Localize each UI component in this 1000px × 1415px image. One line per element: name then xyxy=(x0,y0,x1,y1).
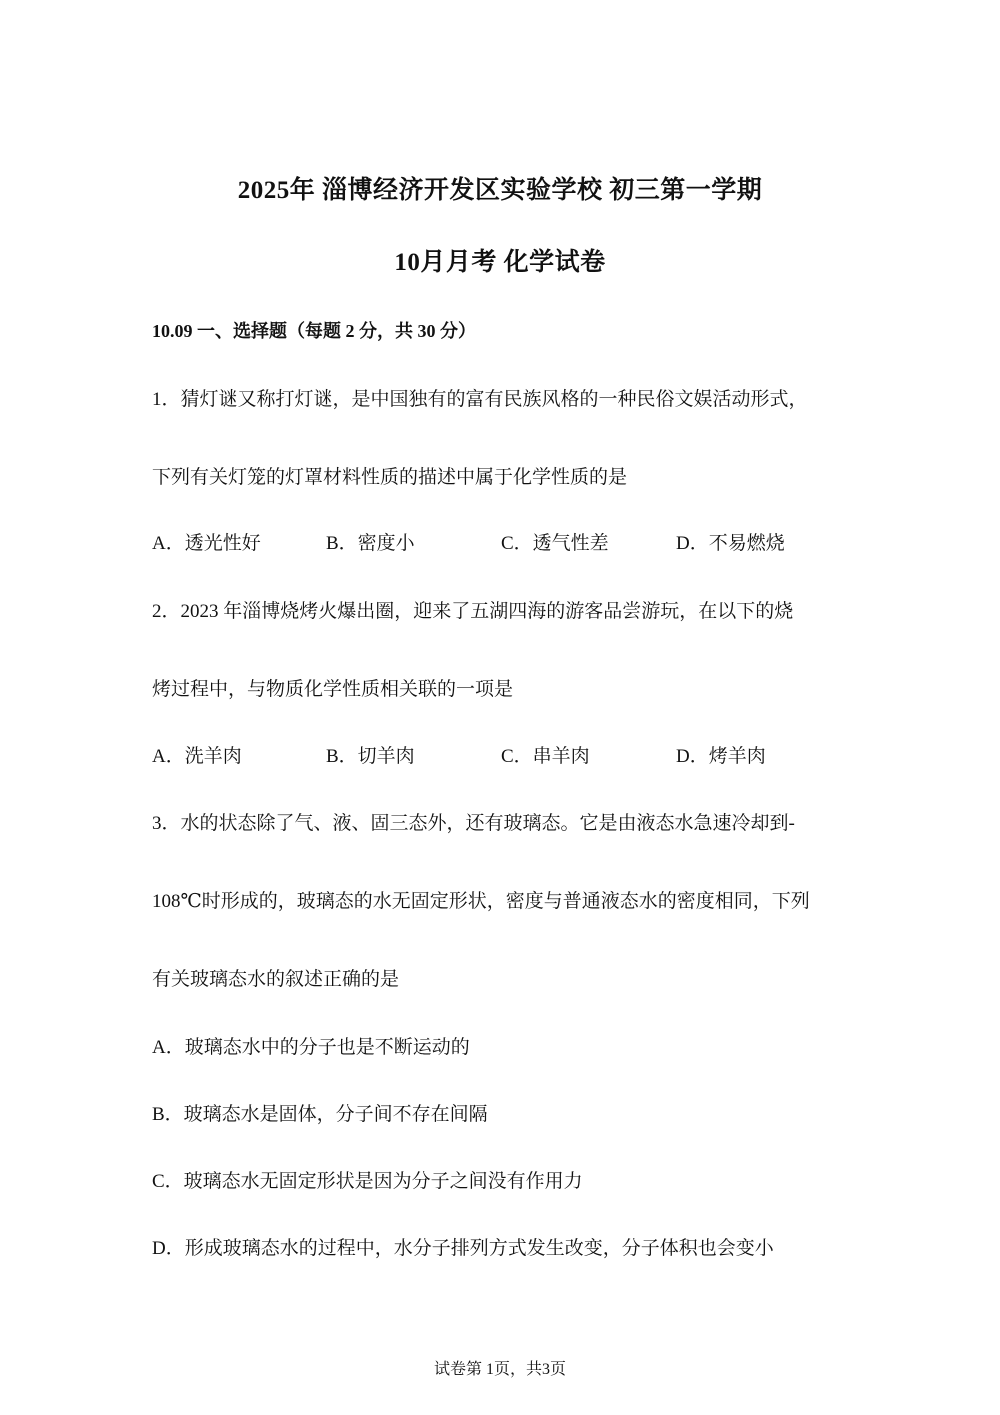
question-2-option-d: D．烤羊肉 xyxy=(676,746,766,767)
question-1-option-c: C．透气性差 xyxy=(501,533,609,554)
question-2-stem-line-1: 2．2023 年淄博烧烤火爆出圈，迎来了五湖四海的游客品尝游玩，在以下的烧 xyxy=(152,601,794,622)
question-3-option-a: A．玻璃态水中的分子也是不断运动的 xyxy=(152,1037,470,1058)
question-1-option-a: A．透光性好 xyxy=(152,533,261,554)
exam-title-line2: 10月月考 化学试卷 xyxy=(394,249,606,276)
question-2-option-c: C．串羊肉 xyxy=(501,746,590,767)
question-2-stem-line-2: 烤过程中，与物质化学性质相关联的一项是 xyxy=(152,679,514,700)
exam-title-line1: 2025年 淄博经济开发区实验学校 初三第一学期 xyxy=(237,177,763,204)
question-3-option-d: D．形成玻璃态水的过程中，水分子排列方式发生改变，分子体积也会变小 xyxy=(152,1238,774,1259)
question-1-stem-line-2: 下列有关灯笼的灯罩材料性质的描述中属于化学性质的是 xyxy=(152,467,628,488)
question-1-stem-line-1: 1．猜灯谜又称打灯谜，是中国独有的富有民族风格的一种民俗文娱活动形式， xyxy=(152,389,808,410)
question-2-option-b: B．切羊肉 xyxy=(326,746,415,767)
section-heading: 10.09 一、选择题（每题 2 分，共 30 分） xyxy=(152,321,476,341)
page-footer: 试卷第 1页，共3页 xyxy=(433,1361,566,1378)
question-3-stem-line-3: 有关玻璃态水的叙述正确的是 xyxy=(152,969,400,990)
question-3-option-c: C．玻璃态水无固定形状是因为分子之间没有作用力 xyxy=(152,1171,583,1192)
question-3-stem-line-1: 3．水的状态除了气、液、固三态外，还有玻璃态。它是由液态水急速冷却到- xyxy=(152,813,795,834)
question-1-option-d: D．不易燃烧 xyxy=(676,533,785,554)
question-1-option-b: B．密度小 xyxy=(326,533,415,554)
question-3-stem-line-2: 108℃时形成的，玻璃态的水无固定形状，密度与普通液态水的密度相同，下列 xyxy=(152,891,810,912)
question-2-option-a: A．洗羊肉 xyxy=(152,746,242,767)
question-3-option-b: B．玻璃态水是固体，分子间不存在间隔 xyxy=(152,1104,488,1125)
